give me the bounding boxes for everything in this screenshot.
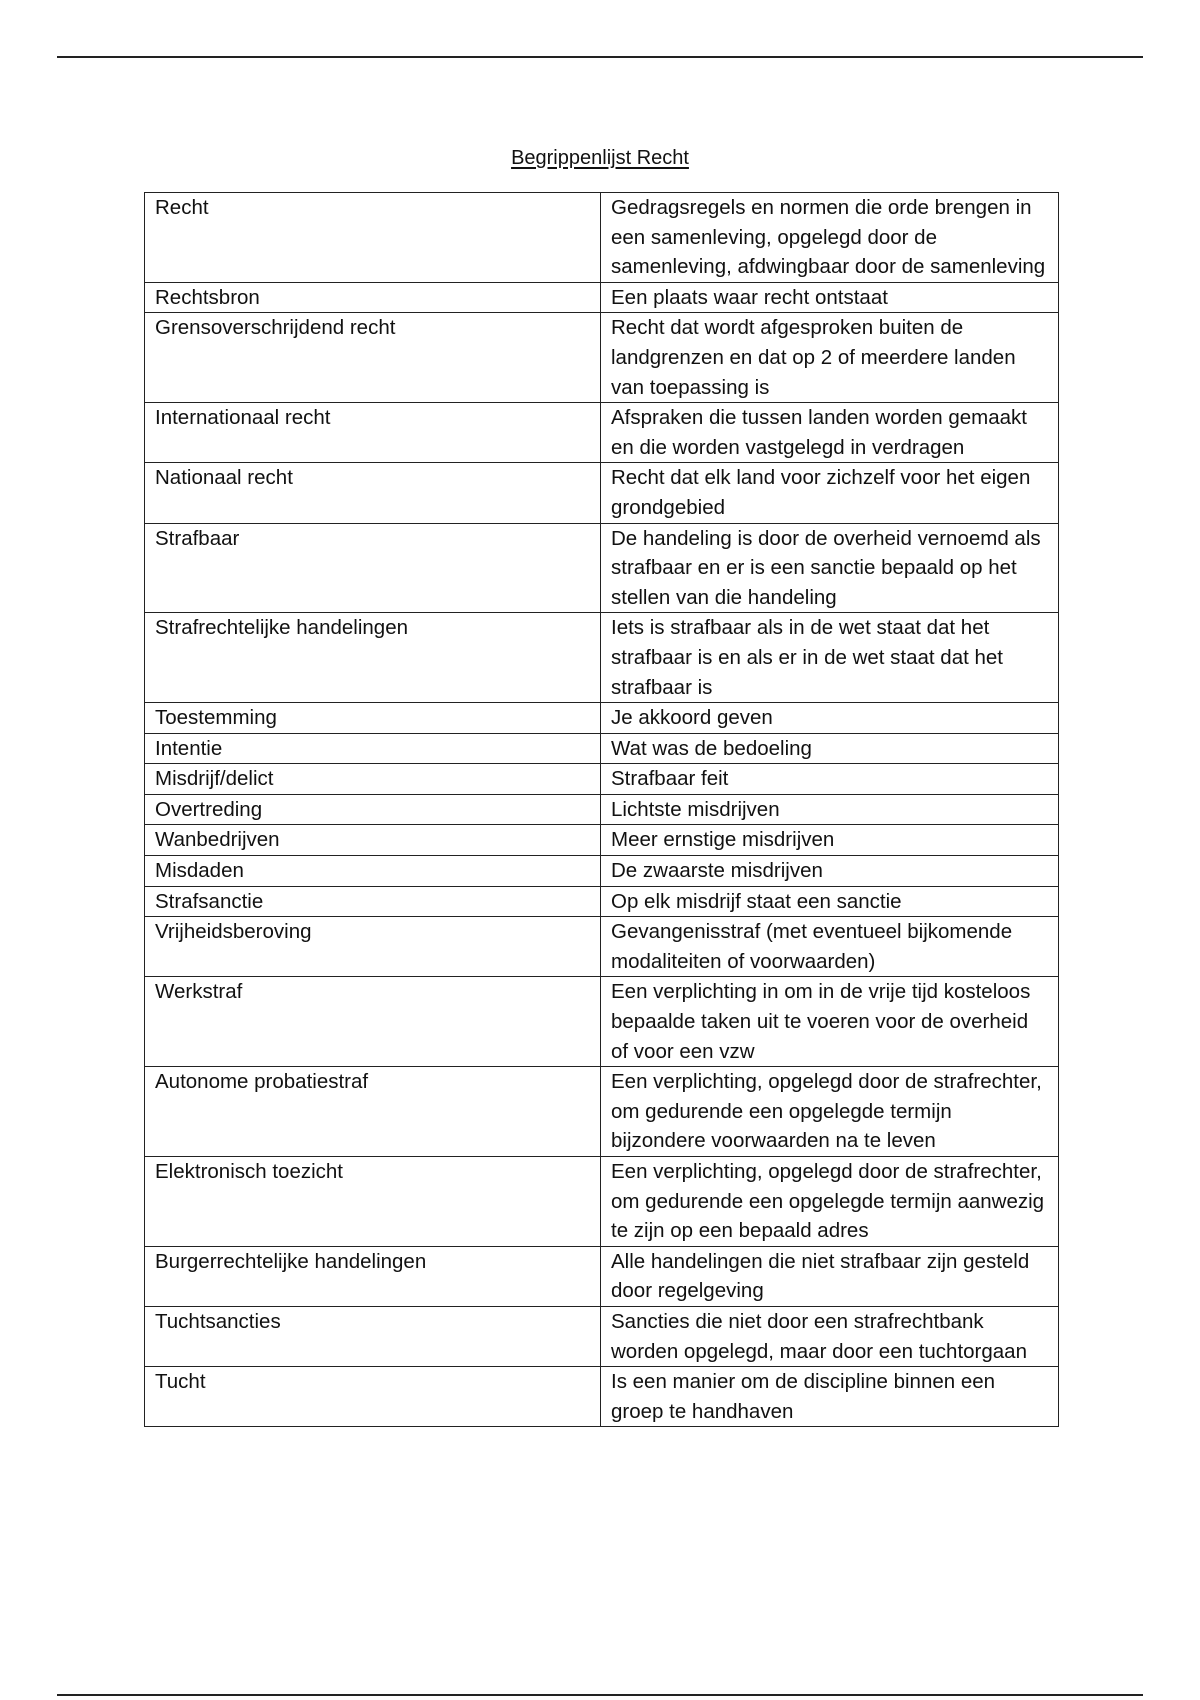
term-cell: Burgerrechtelijke handelingen: [145, 1246, 601, 1306]
table-row: [145, 523, 1059, 613]
definition-cell: Strafbaar feit: [601, 764, 1059, 795]
table-row: [145, 886, 1059, 917]
definition-cell: Meer ernstige misdrijven: [601, 825, 1059, 856]
term-cell: Toestemming: [145, 703, 601, 734]
definition-cell: Een verplichting in om in de vrije tijd kosteloos bepaalde taken uit te voeren voor de overheid of voor een vzw: [601, 977, 1059, 1067]
definition-cell: Alle handelingen die niet strafbaar zijn gesteld door regelgeving: [601, 1246, 1059, 1306]
definition-cell: Gevangenisstraf (met eventueel bijkomende modaliteiten of voorwaarden): [601, 917, 1059, 977]
term-cell: Recht: [145, 193, 601, 283]
definition-cell: Recht dat elk land voor zichzelf voor het eigen grondgebied: [601, 463, 1059, 523]
document-title: Begrippenlijst Recht: [511, 147, 689, 169]
table-row: [145, 825, 1059, 856]
table-row: [145, 703, 1059, 734]
term-cell: Strafsanctie: [145, 886, 601, 917]
definition-cell: Een verplichting, opgelegd door de strafrechter, om gedurende een opgelegde termijn bijzondere voorwaarden na te leven: [601, 1067, 1059, 1157]
table-row: [145, 403, 1059, 463]
table-row: [145, 463, 1059, 523]
term-cell: Intentie: [145, 733, 601, 764]
term-cell: Misdaden: [145, 856, 601, 887]
table-row: [145, 313, 1059, 403]
table-row: [145, 282, 1059, 313]
definition-cell: Lichtste misdrijven: [601, 794, 1059, 825]
definition-cell: Je akkoord geven: [601, 703, 1059, 734]
glossary-table: [144, 192, 1059, 1427]
definition-cell: De zwaarste misdrijven: [601, 856, 1059, 887]
definition-cell: Wat was de bedoeling: [601, 733, 1059, 764]
definition-cell: Sancties die niet door een strafrechtbank worden opgelegd, maar door een tuchtorgaan: [601, 1306, 1059, 1366]
definition-cell: Afspraken die tussen landen worden gemaakt en die worden vastgelegd in verdragen: [601, 403, 1059, 463]
table-row: [145, 1246, 1059, 1306]
table-row: [145, 1367, 1059, 1427]
term-cell: Tuchtsancties: [145, 1306, 601, 1366]
definition-cell: De handeling is door de overheid vernoemd als strafbaar en er is een sanctie bepaald op het stellen van die handeling: [601, 523, 1059, 613]
table-row: [145, 1306, 1059, 1366]
definition-cell: Recht dat wordt afgesproken buiten de landgrenzen en dat op 2 of meerdere landen van toepassing is: [601, 313, 1059, 403]
footer-rule: [57, 1694, 1143, 1696]
term-cell: Tucht: [145, 1367, 601, 1427]
table-row: [145, 193, 1059, 283]
definition-cell: Op elk misdrijf staat een sanctie: [601, 886, 1059, 917]
term-cell: Misdrijf/delict: [145, 764, 601, 795]
table-row: [145, 977, 1059, 1067]
term-cell: Grensoverschrijdend recht: [145, 313, 601, 403]
definition-cell: Een verplichting, opgelegd door de strafrechter, om gedurende een opgelegde termijn aanwezig te zijn op een bepaald adres: [601, 1157, 1059, 1247]
term-cell: Strafrechtelijke handelingen: [145, 613, 601, 703]
term-cell: Elektronisch toezicht: [145, 1157, 601, 1247]
table-row: [145, 856, 1059, 887]
term-cell: Werkstraf: [145, 977, 601, 1067]
table-row: [145, 733, 1059, 764]
table-row: [145, 1067, 1059, 1157]
term-cell: Strafbaar: [145, 523, 601, 613]
term-cell: Overtreding: [145, 794, 601, 825]
definition-cell: Gedragsregels en normen die orde brengen in een samenleving, opgelegd door de samenleving, afdwingbaar door de samenleving: [601, 193, 1059, 283]
definition-cell: Een plaats waar recht ontstaat: [601, 282, 1059, 313]
definition-cell: Is een manier om de discipline binnen een groep te handhaven: [601, 1367, 1059, 1427]
term-cell: Vrijheidsberoving: [145, 917, 601, 977]
table-row: [145, 917, 1059, 977]
term-cell: Nationaal recht: [145, 463, 601, 523]
table-row: [145, 1157, 1059, 1247]
header-rule: [57, 56, 1143, 58]
definition-cell: Iets is strafbaar als in de wet staat dat het strafbaar is en als er in de wet staat dat het strafbaar is: [601, 613, 1059, 703]
table-row: [145, 764, 1059, 795]
table-row: [145, 794, 1059, 825]
term-cell: Autonome probatiestraf: [145, 1067, 601, 1157]
term-cell: Wanbedrijven: [145, 825, 601, 856]
table-row: [145, 613, 1059, 703]
term-cell: Internationaal recht: [145, 403, 601, 463]
term-cell: Rechtsbron: [145, 282, 601, 313]
